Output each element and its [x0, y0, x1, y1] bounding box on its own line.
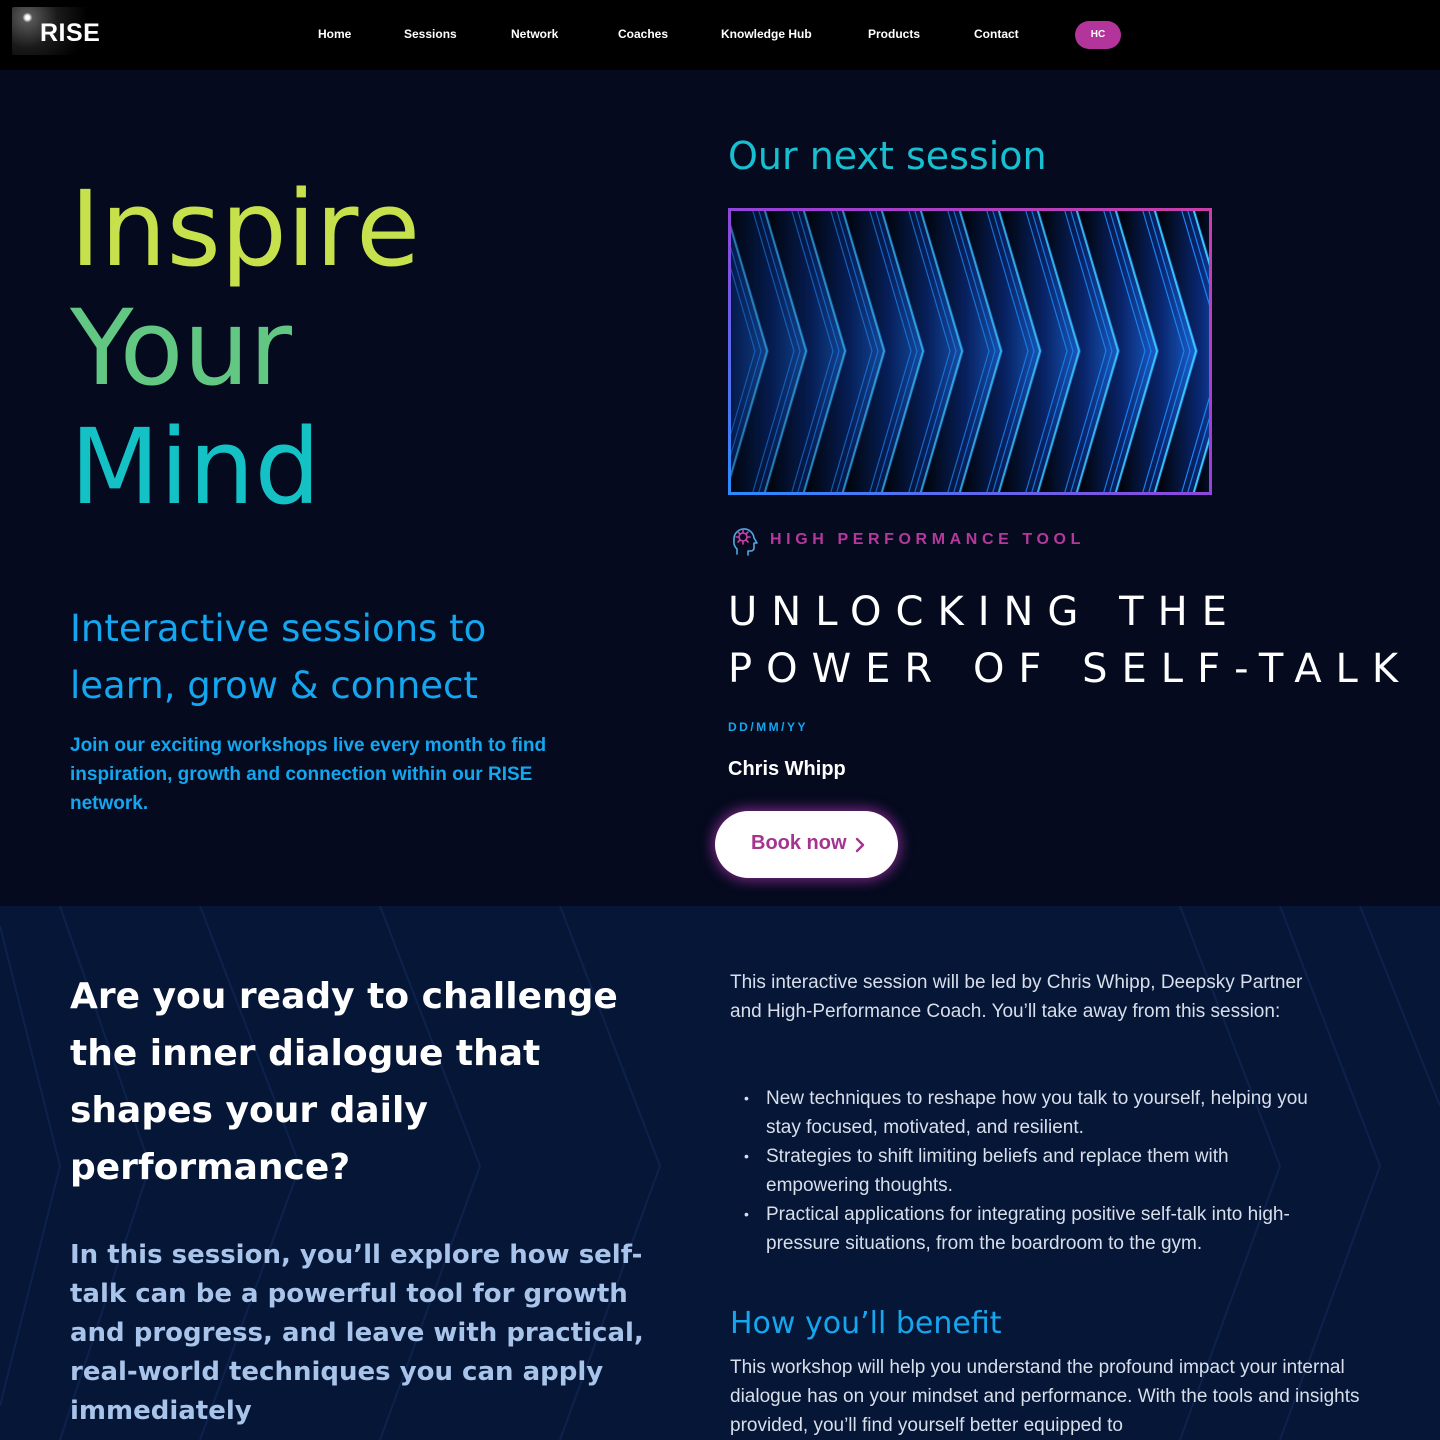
top-nav: [0, 0, 1440, 70]
session-question: Are you ready to challenge the inner dialogue that shapes your daily performance?: [70, 976, 618, 1188]
list-item: • Practical applications for integrating positive self-talk into high-pressure situations, from the boardroom to the gym.: [730, 1200, 1330, 1258]
list-item: • New techniques to reshape how you talk to yourself, helping you stay focused, motivated, and resilient.: [730, 1084, 1330, 1142]
nav-item-knowledge-hub[interactable]: Knowledge Hub: [721, 27, 812, 41]
benefit-heading: How you’ll benefit: [730, 1306, 1002, 1341]
session-intro: This interactive session will be led by Chris Whipp, Deepsky Partner and High-Performance Coach. You’ll take away from this session:: [730, 972, 1303, 1022]
book-now-label: Book now: [751, 832, 847, 854]
nav-item-products[interactable]: Products: [868, 27, 921, 41]
nav-item-contact[interactable]: Contact: [974, 27, 1019, 41]
hero-subtitle: Interactive sessions to learn, grow & connect: [70, 607, 487, 707]
nav-item-network[interactable]: Network: [511, 27, 559, 41]
session-title: UNLOCKING THE POWER OF SELF-TALK: [728, 589, 1413, 692]
session-coach-name: Chris Whipp: [728, 758, 846, 780]
hero-title-line-3: Mind: [70, 406, 321, 528]
user-avatar[interactable]: HC: [1075, 21, 1121, 49]
list-item: • Strategies to shift limiting beliefs and replace them with empowering thoughts.: [730, 1142, 1330, 1200]
logo-text: RISE: [40, 19, 101, 47]
takeaways-list: [730, 1084, 1330, 1258]
nav-item-home[interactable]: Home: [318, 27, 352, 41]
session-details-section: [0, 906, 1440, 1440]
session-tag-label: HIGH PERFORMANCE TOOL: [770, 531, 1085, 548]
hero-title-line-2: Your: [70, 287, 293, 409]
nav-item-coaches[interactable]: Coaches: [618, 27, 669, 41]
session-explore-text: In this session, you’ll explore how self-talk can be a powerful tool for growth and progress, and leave with practical, real-world techniques you can apply immediately: [70, 1240, 644, 1426]
brain-gear-icon: [728, 522, 760, 558]
session-cover-image: [728, 208, 1212, 495]
hero-title-line-1: Inspire: [70, 168, 421, 290]
next-session-heading: Our next session: [728, 134, 1047, 178]
session-date: DD/MM/YY: [728, 720, 808, 734]
benefit-description: This workshop will help you understand the profound impact your internal dialogue has on your mindset and performance. With the tools and insights provided, you’ll find yourself better equipped to: [730, 1357, 1360, 1436]
book-now-button[interactable]: [715, 811, 898, 878]
hero-title: [70, 170, 420, 527]
rise-logo[interactable]: [12, 7, 101, 55]
hero-description: Join our exciting workshops live every month to find inspiration, growth and connection within our RISE network.: [70, 735, 547, 814]
chevron-right-icon: [855, 837, 865, 853]
nav-item-sessions[interactable]: Sessions: [404, 27, 457, 41]
